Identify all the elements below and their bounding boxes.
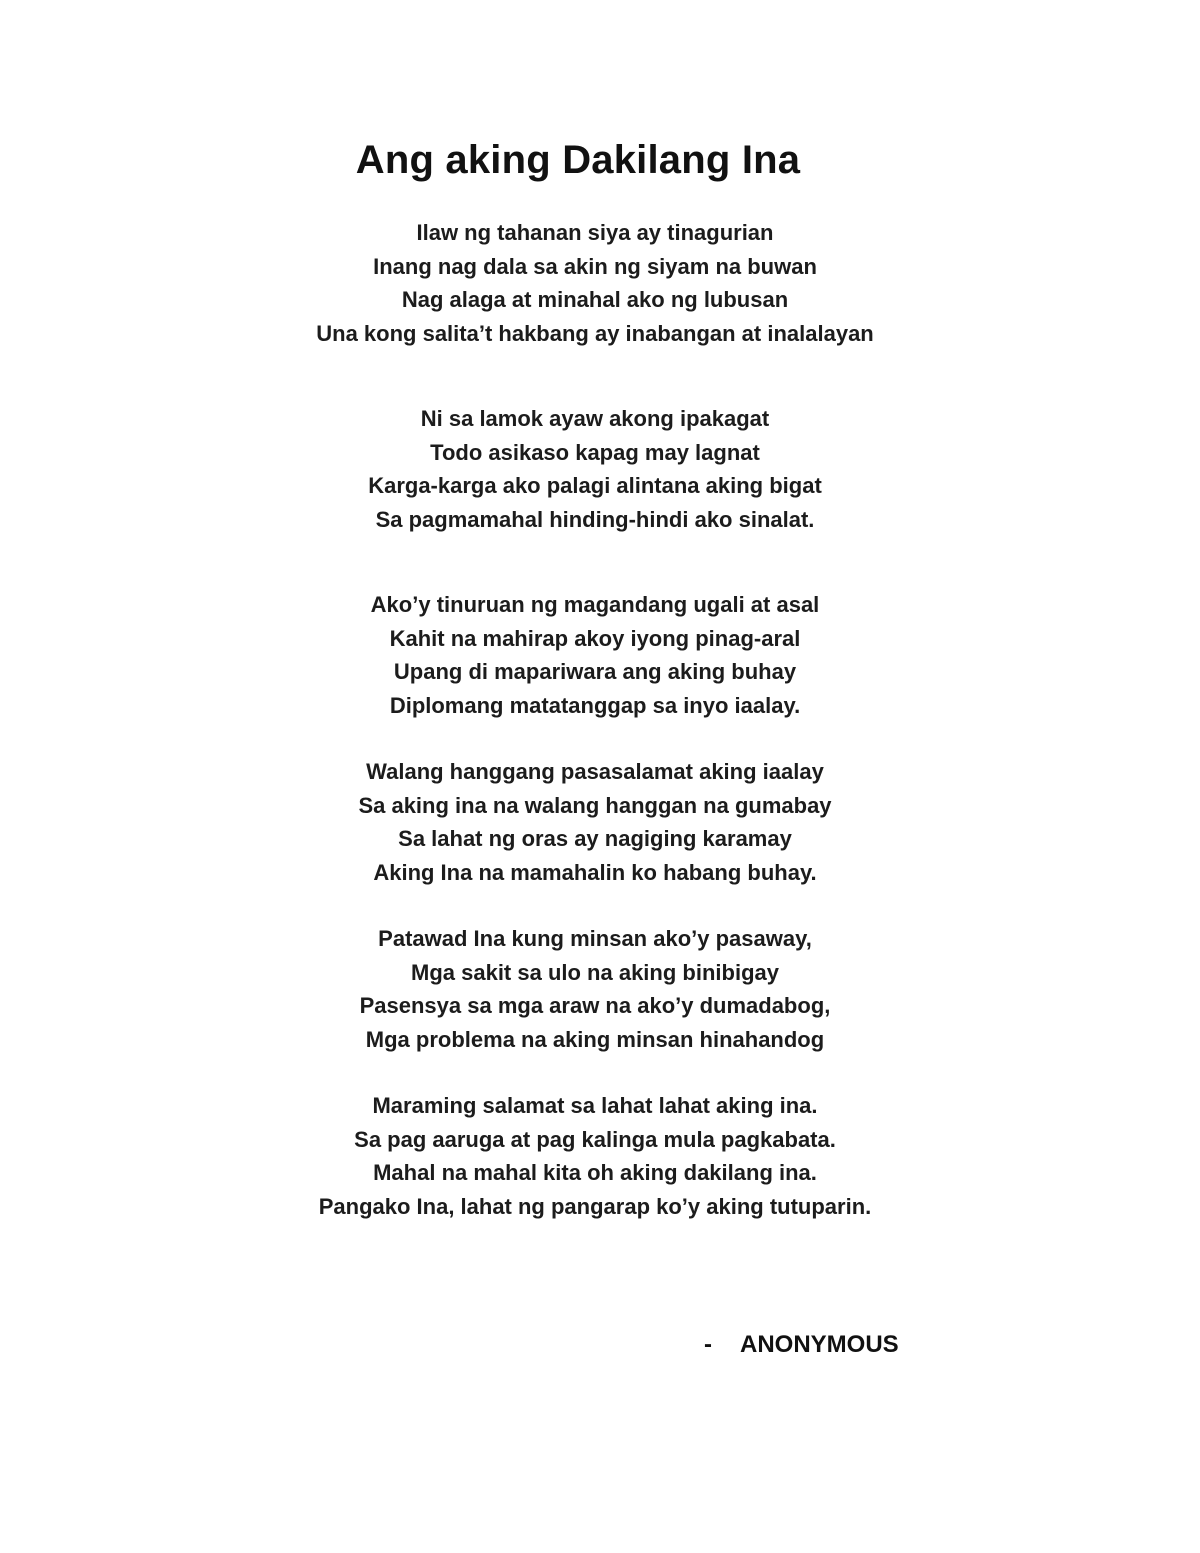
stanza [0,755,1190,889]
poem-line: Sa pag aaruga at pag kalinga mula pagkabata. [354,1126,836,1152]
poem-line: Mga problema na aking minsan hinahandog [365,1026,825,1052]
poem-line: Mahal na mahal kita oh aking dakilang ina. [373,1160,817,1185]
poem-line: Pangako Ina, lahat ng pangarap ko’y aking tutuparin. [318,1193,872,1219]
stanza [0,1089,1190,1223]
poem-line: Ni sa lamok ayaw akong ipakagat [420,406,770,431]
poem-line: Upang di mapariwara ang aking buhay [393,659,797,684]
poem-line: Sa lahat ng oras ay nagiging karamay [398,826,792,851]
poem-line: Kahit na mahirap akoy iyong pinag-aral [389,625,801,651]
author-name: ANONYMOUS [740,1331,899,1358]
poem-title: Ang aking Dakilang Ina [355,138,801,182]
poem-line: Ako’y tinuruan ng magandang ugali at asal [370,592,820,617]
poem-line: Mga sakit sa ulo na aking binibigay [411,959,779,985]
poem-line: Sa pagmamahal hinding-hindi ako sinalat. [375,506,815,532]
poem-line: Sa aking ina na walang hanggan na gumabay [358,792,832,818]
poem-line: Patawad Ina kung minsan ako’y pasaway, [378,926,812,951]
stanza [0,216,1190,350]
poem-line: Ilaw ng tahanan siya ay tinagurian [416,220,774,245]
poem-line: Maraming salamat sa lahat lahat aking ina. [372,1093,818,1118]
author-dash: - [704,1331,712,1358]
poem-line: Aking Ina na mamahalin ko habang buhay. [373,859,817,885]
poem-line: Pasensya sa mga araw na ako’y dumadabog, [359,993,831,1018]
stanza [0,922,1190,1056]
poem-line: Karga-karga ako palagi alintana aking bigat [368,473,822,498]
poem-line: Walang hanggang pasasalamat aking iaalay [366,759,824,784]
stanza [0,402,1190,536]
poem-line: Nag alaga at minahal ako ng lubusan [401,287,789,312]
author-attribution [704,1331,899,1359]
stanza [0,588,1190,722]
poem-line: Diplomang matatanggap sa inyo iaalay. [389,692,801,718]
poem-line: Una kong salita’t hakbang ay inabangan at inalalayan [316,320,874,346]
poem-line: Inang nag dala sa akin ng siyam na buwan [373,253,817,279]
poem-line: Todo asikaso kapag may lagnat [430,439,760,465]
